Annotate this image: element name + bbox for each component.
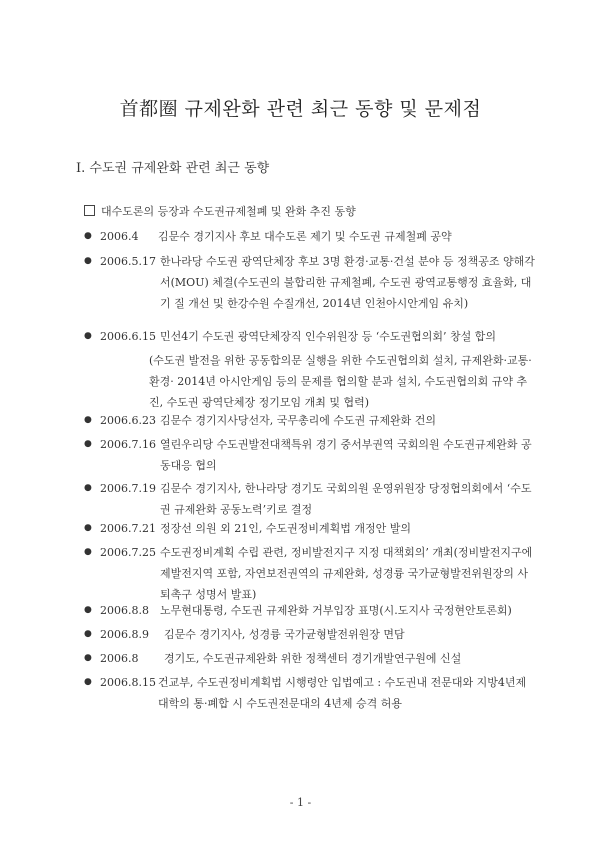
bullet-icon: ● — [84, 547, 92, 557]
entry-text: 민선4기 수도권 광역단체장직 인수위원장 등 ‘수도권협의회’ 창설 합의 — [160, 330, 496, 343]
bullet-icon: ● — [84, 653, 92, 663]
bullet-icon: ● — [84, 256, 92, 266]
entry-text: 경기도, 수도권규제완화 위한 정책센터 경기개발연구원에 신설 — [164, 652, 462, 665]
bullet-icon: ● — [84, 483, 92, 493]
bullet-icon: ● — [84, 523, 92, 533]
entry-text: 정장선 의원 외 21인, 수도권정비계획법 개정안 발의 — [160, 522, 411, 535]
timeline-entry — [84, 518, 536, 539]
entry-date: 2006.8.9 — [100, 628, 149, 641]
entry-date: 2006.8.8 — [100, 604, 149, 617]
page-number: - 1 - — [289, 796, 312, 809]
entry-text: 김문수 경기지사당선자, 국무총리에 수도권 규제완화 건의 — [160, 414, 437, 427]
bullet-icon: ● — [84, 231, 92, 241]
entry-date: 2006.7.16 — [100, 438, 156, 451]
entry-text: 김문수 경기지사, 성경륭 국가균형발전위원장 면담 — [164, 628, 405, 641]
entry-date: 2006.4 — [100, 230, 139, 243]
entry-date: 2006.8.15 — [100, 676, 156, 689]
timeline-entry — [84, 410, 536, 431]
entry-detail-text: (수도권 발전을 위한 공동합의문 실행을 위한 수도권협의회 설치, 규제완화·교통·환경· 2014년 아시안게임 등의 문제를 협의할 분과 설치, 수도권협의회 규약 추진, 수도권 광역단체장 정기모임 개최 및 협력) — [149, 354, 532, 409]
entry-date: 2006.7.25 — [100, 546, 156, 559]
entry-text: 노무현대통령, 수도권 규제완화 거부입장 표명(시.도지사 국정현안토론회) — [160, 604, 512, 617]
entry-text: 열린우리당 수도권발전대책특위 경기 중서부권역 국회의원 수도권규제완화 공동대응 협의 — [160, 438, 532, 472]
section-heading: Ⅰ. 수도권 규제완화 관련 최근 동향 — [76, 161, 270, 176]
bullet-icon: ● — [84, 439, 92, 449]
entry-text: 김문수 경기지사 후보 대수도론 제기 및 수도권 규제철폐 공약 — [158, 230, 452, 243]
bullet-icon: ● — [84, 415, 92, 425]
entry-date: 2006.8 — [100, 652, 139, 665]
timeline-entry — [84, 648, 536, 669]
subsection-heading — [84, 203, 356, 219]
entry-text: 한나라당 수도권 광역단체장 후보 3명 환경·교통·건설 분야 등 정책공조 양해각서(MOU) 체결(수도권의 불합리한 규제철폐, 수도권 광역교통행정 효율화, 대기 질 개선 및 한강수원 수질개선, 2014년 인천아시안게임 유치) — [160, 255, 535, 310]
entry-date: 2006.7.21 — [100, 522, 156, 535]
timeline-entry — [84, 672, 536, 714]
timeline-entry — [84, 226, 536, 247]
checkbox-square-icon — [84, 205, 95, 216]
timeline-entry — [84, 434, 536, 476]
entry-text: 건교부, 수도권정비계획법 시행령안 입법예고 : 수도권내 전문대와 지방4년제 대학의 통·폐합 시 수도권전문대의 4년제 승격 허용 — [158, 676, 527, 710]
bullet-icon: ● — [84, 677, 92, 687]
bullet-icon: ● — [84, 605, 92, 615]
timeline-entry — [84, 251, 536, 314]
entry-text: 김문수 경기지사, 한나라당 경기도 국회의원 운영위원장 당정협의회에서 ‘수도권 규제완화 공동노력’키로 결정 — [160, 482, 532, 516]
entry-date: 2006.6.15 — [100, 330, 156, 343]
entry-date: 2006.7.19 — [100, 482, 156, 495]
subsection-heading-text: 대수도론의 등장과 수도권규제철폐 및 완화 추진 동향 — [101, 205, 356, 218]
entry-date: 2006.5.17 — [100, 255, 156, 268]
entry-text: 수도권정비계획 수립 관련, 정비발전지구 지정 대책회의’ 개최(정비발전지구에 제발전지역 포함, 자연보전권역의 규제완화, 성경륭 국가균형발전위원장의 사퇴촉구 성명서 발표) — [160, 546, 533, 601]
timeline-entry — [84, 326, 536, 347]
bullet-icon: ● — [84, 331, 92, 341]
timeline-entry — [84, 542, 536, 605]
timeline-entry — [84, 600, 536, 621]
timeline-entry — [84, 624, 536, 645]
document-title: 首都圈 규제완화 관련 최근 동향 및 문제점 — [119, 98, 482, 120]
bullet-icon: ● — [84, 629, 92, 639]
entry-date: 2006.6.23 — [100, 414, 156, 427]
timeline-entry — [84, 478, 536, 520]
